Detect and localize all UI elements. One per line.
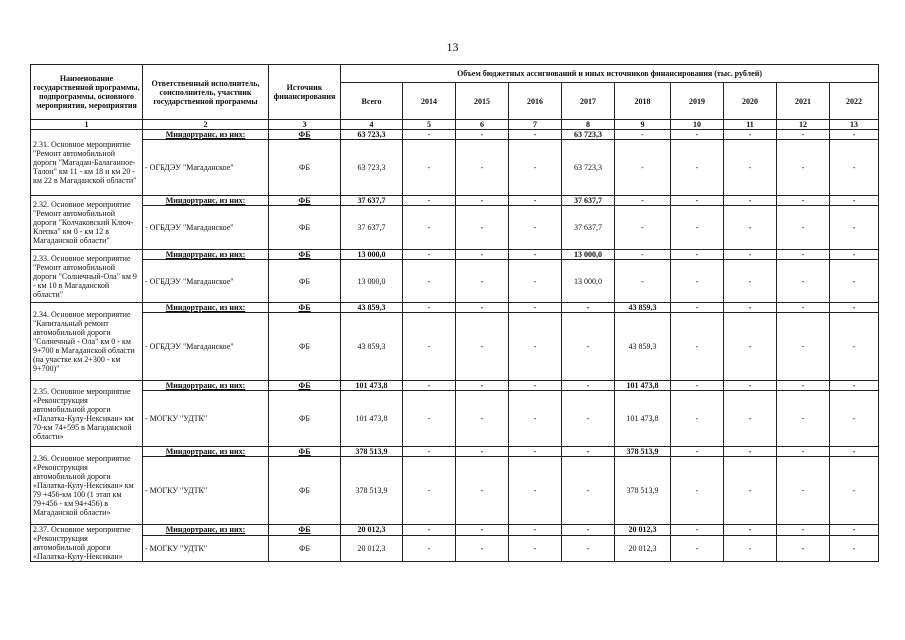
- amount-cell: -: [671, 313, 724, 381]
- amount-cell: -: [671, 391, 724, 447]
- amount-cell: -: [671, 535, 724, 561]
- amount-cell: -: [777, 391, 830, 447]
- amount-cell: -: [724, 196, 777, 206]
- amount-cell: 20 012,3: [615, 525, 671, 536]
- header-year: 2022: [830, 83, 879, 120]
- column-number: 10: [671, 120, 724, 130]
- row-executor: [31, 206, 879, 250]
- amount-cell: -: [724, 525, 777, 536]
- amount-cell: 13 000,0: [341, 250, 403, 260]
- header-year: 2018: [615, 83, 671, 120]
- amount-cell: -: [403, 381, 456, 391]
- amount-cell: -: [456, 457, 509, 525]
- amount-cell: -: [403, 130, 456, 140]
- funding-source: ФБ: [269, 250, 341, 260]
- amount-cell: -: [456, 303, 509, 313]
- row-executor: [31, 140, 879, 196]
- header-year: 2019: [671, 83, 724, 120]
- amount-cell: 20 012,3: [341, 535, 403, 561]
- executor-name: - МОГКУ "УДТК": [143, 457, 269, 525]
- amount-cell: 37 637,7: [562, 196, 615, 206]
- amount-cell: -: [403, 206, 456, 250]
- amount-cell: -: [403, 303, 456, 313]
- amount-cell: -: [830, 140, 879, 196]
- amount-cell: -: [615, 260, 671, 303]
- amount-cell: -: [562, 391, 615, 447]
- funding-source: ФБ: [269, 313, 341, 381]
- amount-cell: -: [562, 525, 615, 536]
- amount-cell: -: [509, 535, 562, 561]
- amount-cell: 101 473,8: [615, 381, 671, 391]
- column-number: 9: [615, 120, 671, 130]
- executor-name: - ОГБДЭУ "Магаданское": [143, 260, 269, 303]
- budget-rows: [31, 130, 879, 562]
- executor-name: - МОГКУ "УДТК": [143, 391, 269, 447]
- amount-cell: -: [509, 206, 562, 250]
- measure-name: 2.34. Основное мероприятие "Капитальный ремонт автомобильной дороги "Солнечный - Ола" км 0 - км 9+700 в Магаданской области (на участке км 2+300 - км 9+700)": [31, 303, 143, 381]
- amount-cell: 20 012,3: [341, 525, 403, 536]
- amount-cell: -: [509, 303, 562, 313]
- amount-cell: -: [562, 457, 615, 525]
- header-year: 2020: [724, 83, 777, 120]
- header-responsible: Ответственный исполнитель, соисполнитель, участник государственной программы: [143, 65, 269, 120]
- row-subtotal: [31, 196, 879, 206]
- amount-cell: -: [671, 381, 724, 391]
- amount-cell: -: [777, 381, 830, 391]
- responsible-ministry: Миндортранс, из них:: [143, 381, 269, 391]
- amount-cell: -: [830, 196, 879, 206]
- amount-cell: -: [509, 525, 562, 536]
- amount-cell: -: [562, 535, 615, 561]
- amount-cell: -: [724, 391, 777, 447]
- amount-cell: -: [403, 525, 456, 536]
- header-source: Источник финансирования: [269, 65, 341, 120]
- executor-name: - МОГКУ "УДТК": [143, 535, 269, 561]
- amount-cell: -: [777, 303, 830, 313]
- amount-cell: -: [456, 381, 509, 391]
- amount-cell: -: [403, 447, 456, 457]
- row-executor: [31, 391, 879, 447]
- column-number: 12: [777, 120, 830, 130]
- amount-cell: -: [562, 381, 615, 391]
- amount-cell: -: [830, 303, 879, 313]
- amount-cell: -: [724, 206, 777, 250]
- row-executor: [31, 313, 879, 381]
- column-number: 13: [830, 120, 879, 130]
- measure-name: 2.32. Основное мероприятие "Ремонт автомобильной дороги "Колчаковский Ключ-Клепка" км 0 - км 12 в Магаданской области": [31, 196, 143, 250]
- column-number: 2: [143, 120, 269, 130]
- header-year: 2015: [456, 83, 509, 120]
- amount-cell: -: [509, 381, 562, 391]
- amount-cell: -: [777, 447, 830, 457]
- amount-cell: -: [671, 260, 724, 303]
- amount-cell: -: [403, 250, 456, 260]
- funding-source: ФБ: [269, 130, 341, 140]
- row-subtotal: [31, 303, 879, 313]
- amount-cell: -: [830, 206, 879, 250]
- amount-cell: -: [456, 250, 509, 260]
- column-number: 1: [31, 120, 143, 130]
- amount-cell: -: [456, 130, 509, 140]
- amount-cell: -: [403, 457, 456, 525]
- amount-cell: 13 000,0: [341, 260, 403, 303]
- responsible-ministry: Миндортранс, из них:: [143, 447, 269, 457]
- amount-cell: -: [830, 525, 879, 536]
- amount-cell: -: [403, 391, 456, 447]
- header-year: 2014: [403, 83, 456, 120]
- amount-cell: -: [615, 196, 671, 206]
- funding-source: ФБ: [269, 535, 341, 561]
- amount-cell: -: [671, 303, 724, 313]
- amount-cell: -: [456, 391, 509, 447]
- amount-cell: 378 513,9: [341, 447, 403, 457]
- amount-cell: -: [777, 313, 830, 381]
- column-number: 11: [724, 120, 777, 130]
- amount-cell: -: [456, 535, 509, 561]
- executor-name: - ОГБДЭУ "Магаданское": [143, 206, 269, 250]
- amount-cell: -: [724, 303, 777, 313]
- amount-cell: -: [671, 457, 724, 525]
- amount-cell: -: [671, 447, 724, 457]
- amount-cell: -: [830, 535, 879, 561]
- amount-cell: -: [509, 391, 562, 447]
- amount-cell: -: [671, 196, 724, 206]
- amount-cell: -: [403, 260, 456, 303]
- amount-cell: 13 000,0: [562, 250, 615, 260]
- amount-cell: -: [830, 260, 879, 303]
- amount-cell: 13 000,0: [562, 260, 615, 303]
- column-number: 7: [509, 120, 562, 130]
- amount-cell: -: [777, 196, 830, 206]
- responsible-ministry: Миндортранс, из них:: [143, 130, 269, 140]
- page-number: 13: [446, 40, 459, 54]
- amount-cell: 378 513,9: [615, 447, 671, 457]
- amount-cell: -: [724, 313, 777, 381]
- amount-cell: -: [777, 140, 830, 196]
- amount-cell: -: [830, 313, 879, 381]
- amount-cell: -: [671, 250, 724, 260]
- header-year: 2017: [562, 83, 615, 120]
- amount-cell: -: [615, 140, 671, 196]
- amount-cell: -: [403, 196, 456, 206]
- measure-name: 2.33. Основное мероприятие "Ремонт автомобильной дороги "Солнечный-Ола" км 9 - км 10 в Магаданской области": [31, 250, 143, 303]
- header-year: 2021: [777, 83, 830, 120]
- amount-cell: 63 723,3: [341, 140, 403, 196]
- amount-cell: -: [403, 140, 456, 196]
- column-number: 4: [341, 120, 403, 130]
- amount-cell: -: [830, 130, 879, 140]
- funding-source: ФБ: [269, 260, 341, 303]
- measure-name: 2.37. Основное мероприятие «Реконструкция автомобильной дороги «Палатка-Кулу-Нексикан»: [31, 525, 143, 562]
- row-subtotal: [31, 447, 879, 457]
- amount-cell: 101 473,8: [341, 381, 403, 391]
- amount-cell: 43 859,3: [341, 303, 403, 313]
- row-executor: [31, 260, 879, 303]
- amount-cell: -: [724, 250, 777, 260]
- amount-cell: -: [777, 130, 830, 140]
- row-subtotal: [31, 525, 879, 536]
- row-subtotal: [31, 381, 879, 391]
- amount-cell: -: [456, 260, 509, 303]
- column-number: 5: [403, 120, 456, 130]
- amount-cell: 101 473,8: [341, 391, 403, 447]
- measure-name: 2.31. Основное мероприятие "Ремонт автомобильной дороги "Магадан-Балаганное-Талон" км 11 - км 18 и км 20 - км 22 в Магаданской области": [31, 130, 143, 196]
- header-funding-group: Объем бюджетных ассигнований и иных источников финансирования (тыс. рублей): [341, 65, 879, 83]
- amount-cell: -: [456, 447, 509, 457]
- amount-cell: -: [509, 260, 562, 303]
- amount-cell: -: [724, 140, 777, 196]
- responsible-ministry: Миндортранс, из них:: [143, 196, 269, 206]
- amount-cell: -: [724, 381, 777, 391]
- funding-source: ФБ: [269, 140, 341, 196]
- executor-name: - ОГБДЭУ "Магаданское": [143, 313, 269, 381]
- funding-source: ФБ: [269, 303, 341, 313]
- measure-name: 2.36. Основное мероприятие «Реконструкция автомобильной дороги «Палатка-Кулу-Нексикан» км 79 +456-км 100 (1 этап км 79+456 - км 94+456) в Магаданской области»: [31, 447, 143, 525]
- header-year: 2016: [509, 83, 562, 120]
- row-subtotal: [31, 250, 879, 260]
- amount-cell: -: [403, 313, 456, 381]
- amount-cell: 37 637,7: [341, 206, 403, 250]
- amount-cell: 37 637,7: [341, 196, 403, 206]
- amount-cell: -: [456, 140, 509, 196]
- amount-cell: -: [777, 260, 830, 303]
- amount-cell: -: [777, 206, 830, 250]
- amount-cell: -: [456, 196, 509, 206]
- amount-cell: -: [615, 130, 671, 140]
- amount-cell: 101 473,8: [615, 391, 671, 447]
- amount-cell: 43 859,3: [615, 303, 671, 313]
- amount-cell: -: [724, 447, 777, 457]
- responsible-ministry: Миндортранс, из них:: [143, 303, 269, 313]
- header-name: Наименование государственной программы, подпрограммы, основного мероприятия, мероприятия: [31, 65, 143, 120]
- budget-table: [30, 64, 879, 562]
- amount-cell: -: [615, 250, 671, 260]
- responsible-ministry: Миндортранс, из них:: [143, 525, 269, 536]
- amount-cell: -: [456, 525, 509, 536]
- row-subtotal: [31, 130, 879, 140]
- column-number: 8: [562, 120, 615, 130]
- amount-cell: -: [724, 260, 777, 303]
- amount-cell: -: [509, 140, 562, 196]
- column-number: 6: [456, 120, 509, 130]
- header-total: Всего: [341, 83, 403, 120]
- amount-cell: 63 723,3: [562, 130, 615, 140]
- amount-cell: -: [509, 447, 562, 457]
- funding-source: ФБ: [269, 447, 341, 457]
- amount-cell: -: [403, 535, 456, 561]
- measure-name: 2.35. Основное мероприятие «Реконструкция автомобильной дороги «Палатка-Кулу-Нексикан» км 70-км 74+595 в Магаданской области»: [31, 381, 143, 447]
- amount-cell: 63 723,3: [562, 140, 615, 196]
- amount-cell: 43 859,3: [341, 313, 403, 381]
- amount-cell: -: [509, 457, 562, 525]
- column-number: 3: [269, 120, 341, 130]
- amount-cell: 378 513,9: [615, 457, 671, 525]
- amount-cell: -: [671, 130, 724, 140]
- amount-cell: 37 637,7: [562, 206, 615, 250]
- amount-cell: -: [671, 206, 724, 250]
- amount-cell: 63 723,3: [341, 130, 403, 140]
- funding-source: ФБ: [269, 457, 341, 525]
- amount-cell: -: [456, 313, 509, 381]
- amount-cell: -: [777, 250, 830, 260]
- amount-cell: -: [562, 303, 615, 313]
- funding-source: ФБ: [269, 525, 341, 536]
- amount-cell: -: [830, 391, 879, 447]
- amount-cell: -: [671, 525, 724, 536]
- amount-cell: -: [509, 250, 562, 260]
- amount-cell: -: [615, 206, 671, 250]
- amount-cell: 20 012,3: [615, 535, 671, 561]
- amount-cell: -: [509, 313, 562, 381]
- amount-cell: -: [777, 457, 830, 525]
- amount-cell: -: [830, 457, 879, 525]
- amount-cell: -: [777, 525, 830, 536]
- executor-name: - ОГБДЭУ "Магаданское": [143, 140, 269, 196]
- amount-cell: -: [830, 381, 879, 391]
- amount-cell: -: [509, 196, 562, 206]
- amount-cell: -: [562, 313, 615, 381]
- responsible-ministry: Миндортранс, из них:: [143, 250, 269, 260]
- row-executor: [31, 457, 879, 525]
- amount-cell: -: [724, 130, 777, 140]
- amount-cell: -: [830, 250, 879, 260]
- funding-source: ФБ: [269, 391, 341, 447]
- amount-cell: -: [777, 535, 830, 561]
- funding-source: ФБ: [269, 206, 341, 250]
- amount-cell: -: [724, 535, 777, 561]
- amount-cell: -: [509, 130, 562, 140]
- amount-cell: 378 513,9: [341, 457, 403, 525]
- amount-cell: 43 859,3: [615, 313, 671, 381]
- amount-cell: -: [724, 457, 777, 525]
- funding-source: ФБ: [269, 196, 341, 206]
- row-executor: [31, 535, 879, 561]
- amount-cell: -: [830, 447, 879, 457]
- amount-cell: -: [671, 140, 724, 196]
- amount-cell: -: [456, 206, 509, 250]
- funding-source: ФБ: [269, 381, 341, 391]
- amount-cell: -: [562, 447, 615, 457]
